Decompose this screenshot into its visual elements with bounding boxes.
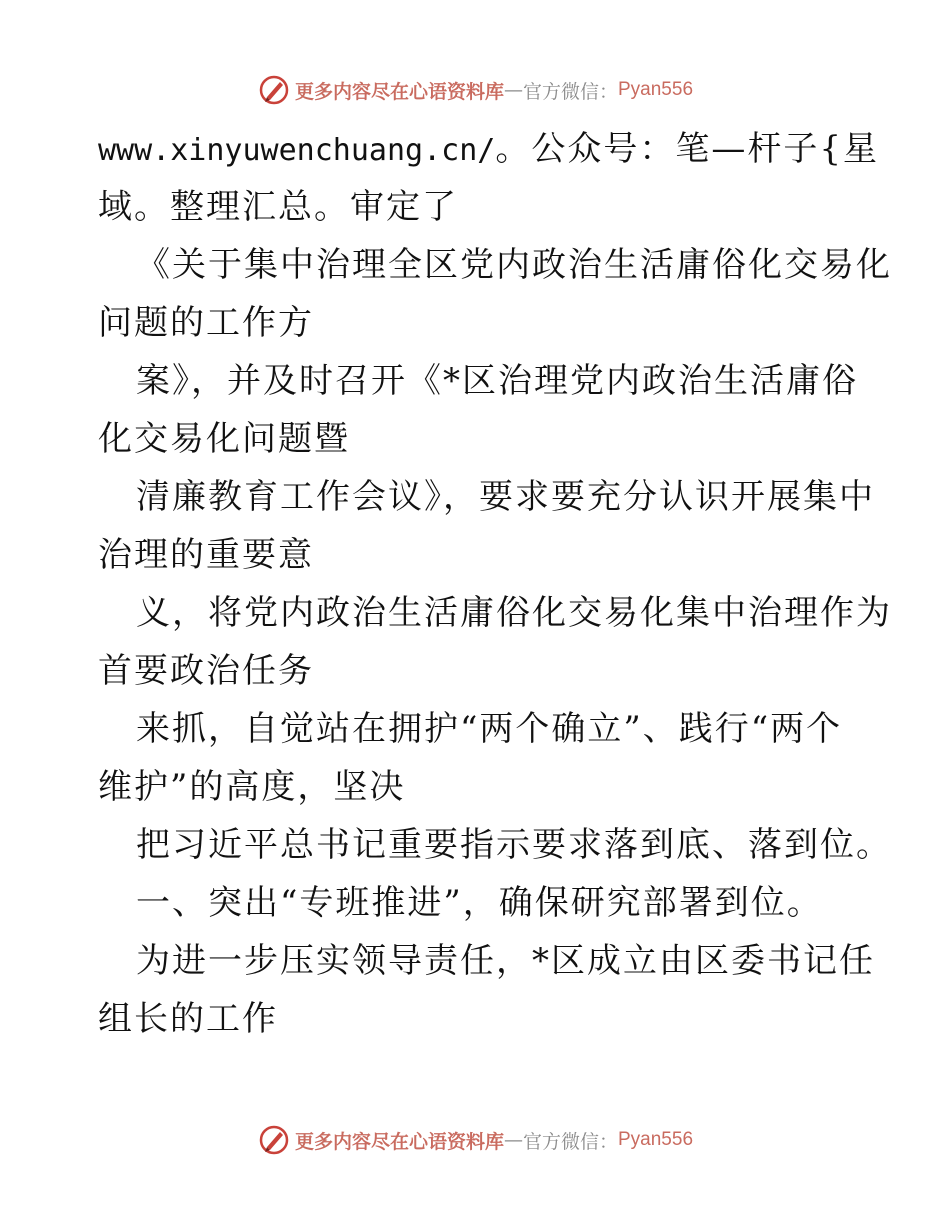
body-line: 化交易化问题暨 [98,419,350,459]
banner-separator: — [503,79,523,101]
body-line-1 [98,120,879,178]
banner-handle: Pyan556 [618,79,694,100]
body-line: 治理的重要意 [98,535,314,575]
pen-logo-icon [257,73,291,107]
body-line: 组长的工作 [98,999,278,1039]
body-line: 义，将党内政治生活庸俗化交易化集中治理作为 [136,593,892,633]
body-line: 把习近平总书记重要指示要求落到底、落到位。 [136,825,892,865]
banner-separator: — [503,1129,523,1151]
banner-contact-label: 官方微信： [522,80,618,103]
banner-brand-text: 更多内容尽在心语资料库 [294,80,504,103]
body-line: 清廉教育工作会议》，要求要充分认识开展集中 [136,477,875,517]
pen-logo-icon [257,1123,291,1157]
body-line: 域。整理汇总。审定了 [98,187,458,227]
body-line: 《关于集中治理全区党内政治生活庸俗化交易化 [136,245,892,285]
body-line: 为进一步压实领导责任，*区成立由区委书记任 [136,941,875,981]
body-line-1-rest: 。公众号：笔—杆子{星 [495,129,879,169]
body-line: 维护”的高度，坚决 [98,767,406,807]
header-banner [0,70,950,110]
footer-banner [0,1120,950,1160]
banner-handle: Pyan556 [618,1129,694,1150]
body-line: 来抓，自觉站在拥护“两个确立”、践行“两个 [136,709,843,749]
banner-brand-text: 更多内容尽在心语资料库 [294,1130,504,1153]
section-heading: 一、突出“专班推进”，确保研究部署到位。 [136,883,823,923]
document-body [98,120,892,1048]
body-line: 问题的工作方 [98,303,314,343]
body-line: 首要政治任务 [98,651,314,691]
banner-contact-label: 官方微信： [522,1130,618,1153]
body-line: 案》，并及时召开《*区治理党内政治生活庸俗 [136,361,858,401]
source-url: www.xinyuwenchuang.cn/ [98,133,496,168]
